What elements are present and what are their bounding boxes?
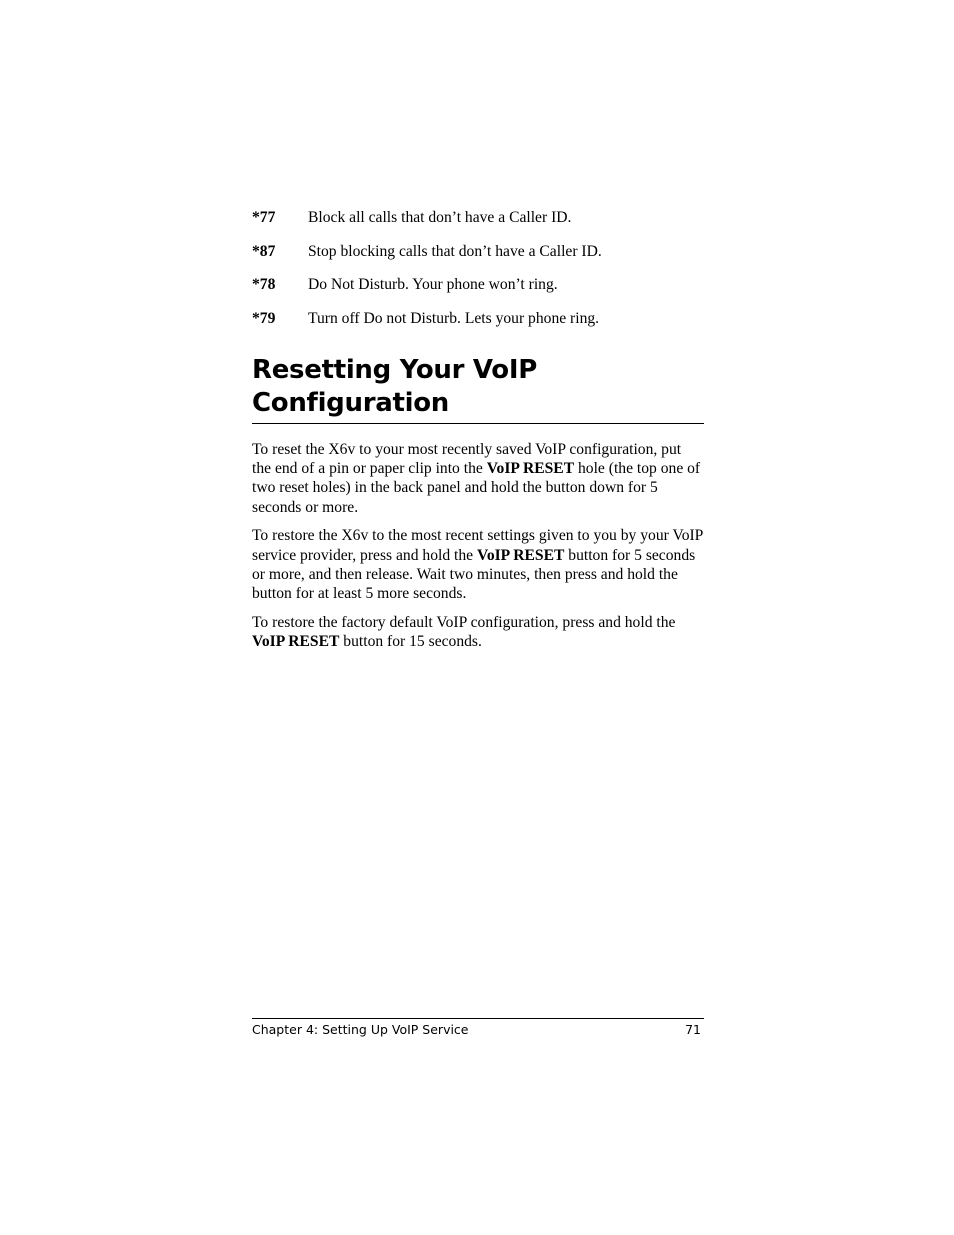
- section-heading-line-2: Configuration: [252, 388, 449, 418]
- voip-reset-label: VoIP RESET: [252, 632, 340, 650]
- star-code-description: Turn off Do not Disturb. Lets your phone ring.: [308, 309, 600, 327]
- paragraph-text: hole (the top one of two reset holes) in the back panel and hold the button down for 5 seconds or more.: [252, 460, 701, 516]
- star-code: *78: [252, 276, 276, 293]
- paragraph-reset-saved: [252, 440, 704, 517]
- star-code-description: Block all calls that don’t have a Caller ID.: [308, 209, 572, 226]
- star-code: *77: [252, 209, 276, 226]
- paragraph-text: To reset the X6v to your most recently saved VoIP configuration, put the end of a pin or paper clip into the: [252, 441, 682, 478]
- star-code-row: [252, 275, 704, 309]
- paragraph-text: To restore the X6v to the most recent settings given to you by your VoIP service provider, press and hold the: [252, 527, 703, 564]
- star-code: *87: [252, 242, 276, 260]
- star-code-list: [252, 208, 704, 342]
- section-body: [252, 440, 704, 661]
- paragraph-text: button for 5 seconds or more, and then release. Wait two minutes, then press and hold the button for at least 5 more seconds.: [252, 546, 696, 602]
- paragraph-text: button for 15 seconds.: [339, 632, 482, 650]
- paragraph-text: To restore the factory default VoIP configuration, press and hold the: [252, 613, 676, 631]
- page-number: 71: [685, 1022, 701, 1037]
- voip-reset-label: VoIP RESET: [476, 546, 565, 564]
- paragraph-restore-provider: [252, 526, 704, 603]
- footer-chapter-title: Chapter 4: Setting Up VoIP Service: [252, 1022, 469, 1037]
- star-code-row: [252, 242, 704, 276]
- star-code-description: Stop blocking calls that don’t have a Caller ID.: [308, 242, 602, 260]
- section-heading-line-1: Resetting Your VoIP: [252, 355, 537, 385]
- paragraph-restore-factory: [252, 613, 704, 651]
- star-code: *79: [252, 309, 276, 327]
- star-code-row: [252, 309, 704, 343]
- star-code-description: Do Not Disturb. Your phone won’t ring.: [308, 276, 558, 293]
- section-heading: [252, 354, 704, 424]
- page-footer: [252, 1018, 704, 1038]
- voip-reset-label: VoIP RESET: [486, 460, 575, 478]
- star-code-row: [252, 208, 704, 242]
